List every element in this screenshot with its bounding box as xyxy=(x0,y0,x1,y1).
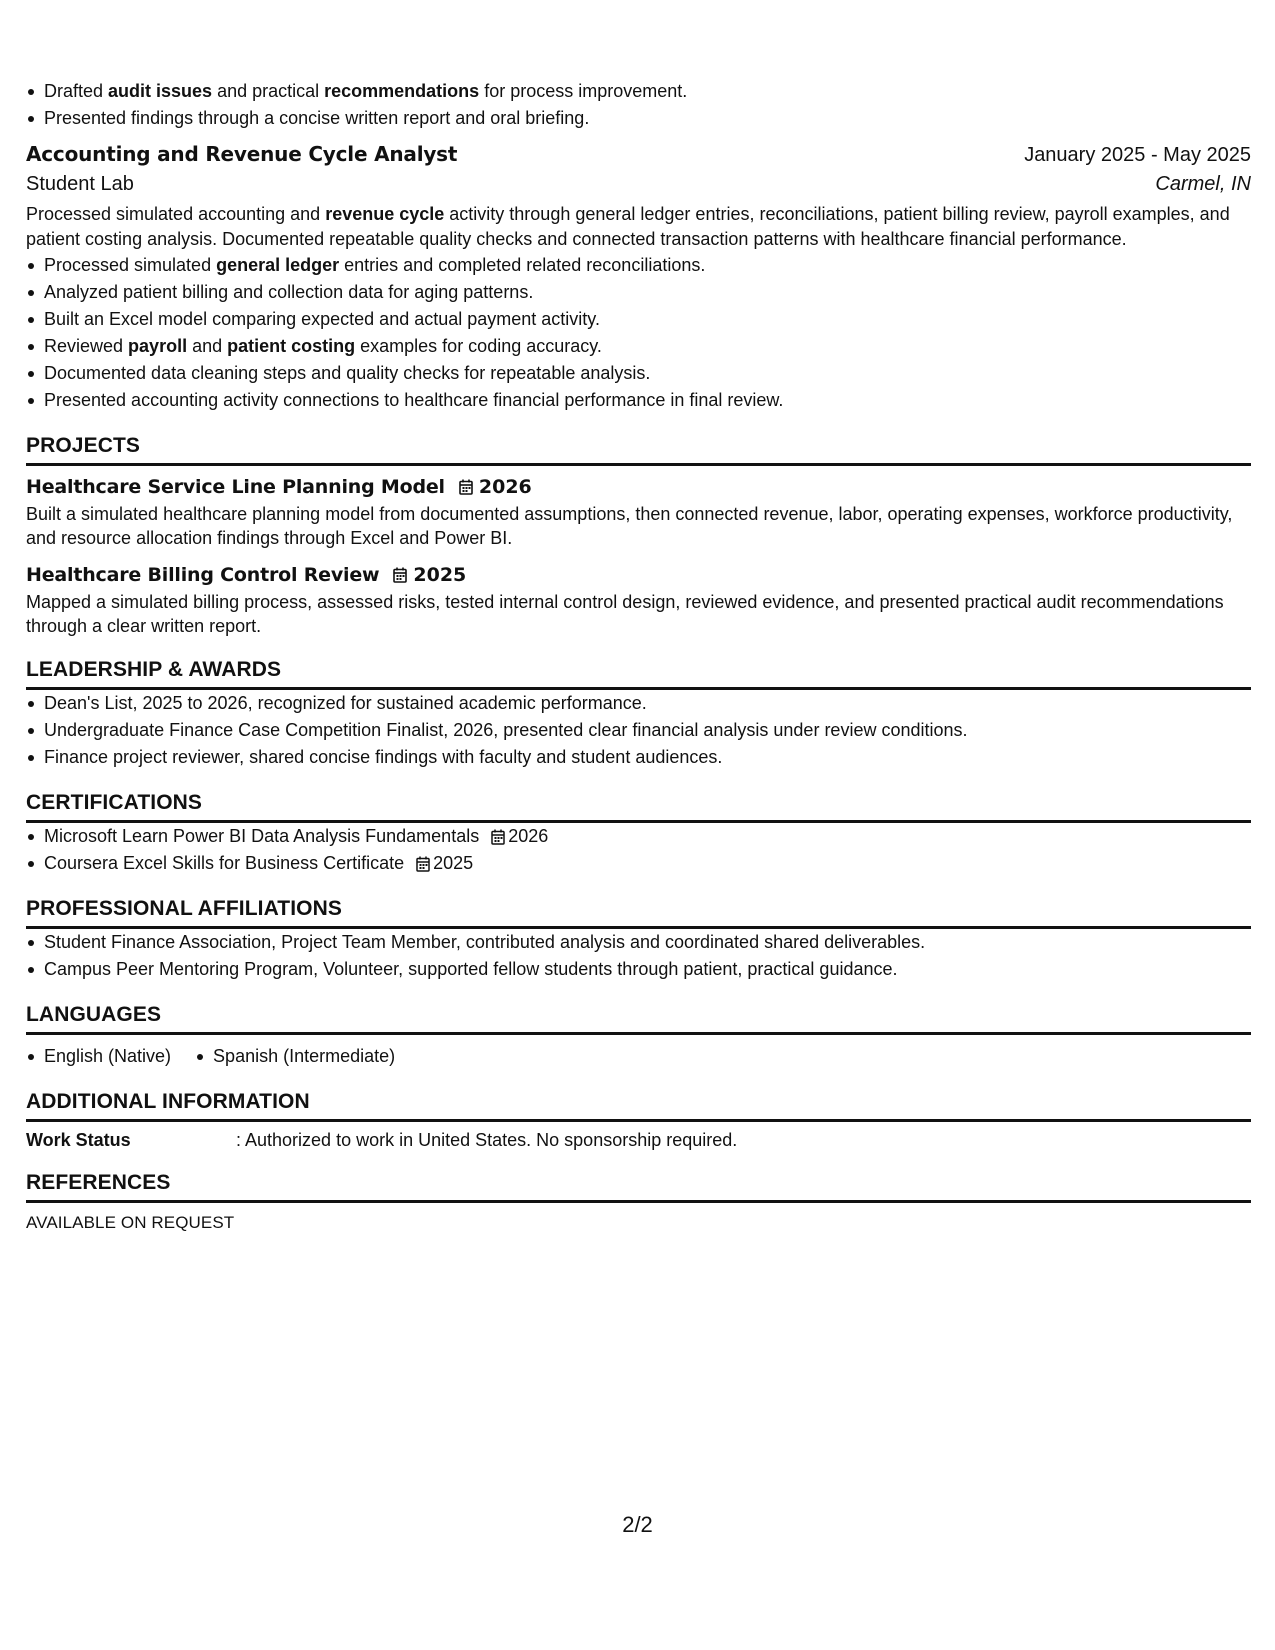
list-item: Built an Excel model comparing expected and actual payment activity. xyxy=(44,306,1251,333)
calendar-icon xyxy=(393,567,407,583)
section-heading-references: REFERENCES xyxy=(26,1171,1251,1203)
languages-row xyxy=(26,1043,1251,1070)
list-item: Coursera Excel Skills for Business Certificate 2025 xyxy=(44,850,1251,877)
section-heading-affiliations: PROFESSIONAL AFFILIATIONS xyxy=(26,897,1251,929)
list-item: Spanish (Intermediate) xyxy=(213,1043,395,1070)
section-heading-projects: PROJECTS xyxy=(26,434,1251,466)
languages-list xyxy=(26,1043,437,1070)
job-title: Accounting and Revenue Cycle Analyst xyxy=(26,142,458,166)
leadership-list xyxy=(26,690,1251,771)
job-bullets xyxy=(26,252,1251,414)
job-location: Carmel, IN xyxy=(1155,173,1251,195)
list-item: Finance project reviewer, shared concise findings with faculty and student audiences. xyxy=(44,744,1251,771)
calendar-icon xyxy=(416,856,430,872)
list-item: Analyzed patient billing and collection data for aging patterns. xyxy=(44,279,1251,306)
job-subheader xyxy=(26,173,1251,196)
resume-page xyxy=(26,78,1251,1233)
certification-year: 2025 xyxy=(433,853,474,873)
project-description: Mapped a simulated billing process, assessed risks, tested internal control design, reviewed evidence, and presented practical audit recommendations through a clear written report. xyxy=(26,592,1224,636)
affiliations-list xyxy=(26,929,1251,983)
list-item: Microsoft Learn Power BI Data Analysis Fundamentals 2026 xyxy=(44,823,1251,850)
list-item: Presented accounting activity connections to healthcare financial performance in final review. xyxy=(44,387,1251,414)
section-heading-additional-info: ADDITIONAL INFORMATION xyxy=(26,1090,1251,1122)
list-item: Processed simulated general ledger entries and completed related reconciliations. xyxy=(44,252,1251,279)
list-item: Documented data cleaning steps and quality checks for repeatable analysis. xyxy=(44,360,1251,387)
section-heading-languages: LANGUAGES xyxy=(26,1003,1251,1035)
certification-year: 2026 xyxy=(508,826,549,846)
list-item: Presented findings through a concise written report and oral briefing. xyxy=(44,105,1251,132)
job-dates: January 2025 - May 2025 xyxy=(1024,144,1251,166)
project-year: 2026 xyxy=(478,476,532,498)
project-title: Healthcare Billing Control Review xyxy=(26,564,380,586)
project-description: Built a simulated healthcare planning model from documented assumptions, then connected revenue, labor, operating expenses, workforce productivity, and resource allocation findings through Excel and Power BI. xyxy=(26,504,1233,548)
project-year: 2025 xyxy=(413,564,467,586)
list-item: Undergraduate Finance Case Competition Finalist, 2026, presented clear financial analysis under review conditions. xyxy=(44,717,1251,744)
work-status-label: Work Status xyxy=(26,1130,131,1150)
list-item: Student Finance Association, Project Team Member, contributed analysis and coordinated shared deliverables. xyxy=(44,929,1251,956)
list-item: Reviewed payroll and patient costing examples for coding accuracy. xyxy=(44,333,1251,360)
page-number: 2/2 xyxy=(622,1512,653,1537)
project-header xyxy=(26,476,1251,498)
job-summary: Processed simulated accounting and revenue cycle activity through general ledger entries, reconciliations, patient billing review, payroll examples, and patient costing analysis. Documented repeatable quality checks and connected transaction patterns with healthcare financial performance. xyxy=(26,204,1230,249)
list-item: Drafted audit issues and practical recommendations for process improvement. xyxy=(44,78,1251,105)
list-item: Campus Peer Mentoring Program, Volunteer, supported fellow students through patient, practical guidance. xyxy=(44,956,1251,983)
project-title: Healthcare Service Line Planning Model xyxy=(26,476,445,498)
job-organization: Student Lab xyxy=(26,173,134,195)
certifications-list xyxy=(26,823,1251,877)
job-header xyxy=(26,142,1251,167)
list-item: English (Native) xyxy=(44,1043,171,1070)
calendar-icon xyxy=(459,479,473,495)
calendar-icon xyxy=(491,829,505,845)
previous-job-bullets xyxy=(26,78,1251,132)
project-header xyxy=(26,564,1251,586)
work-status-value: : Authorized to work in United States. No sponsorship required. xyxy=(236,1130,738,1150)
list-item: Dean's List, 2025 to 2026, recognized for sustained academic performance. xyxy=(44,690,1251,717)
section-heading-leadership: LEADERSHIP & AWARDS xyxy=(26,658,1251,690)
work-status-row xyxy=(26,1130,1251,1151)
references-text: AVAILABLE ON REQUEST xyxy=(26,1213,235,1232)
section-heading-certifications: CERTIFICATIONS xyxy=(26,791,1251,823)
